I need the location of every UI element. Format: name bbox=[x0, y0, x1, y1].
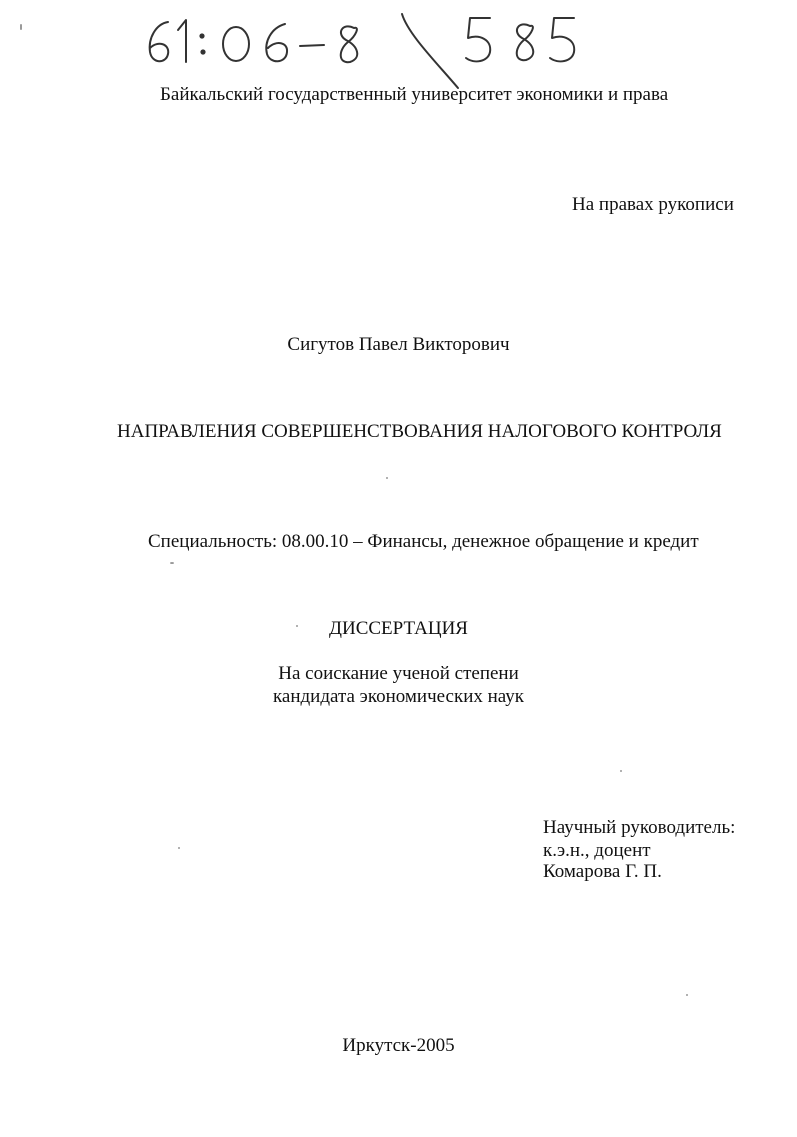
scan-speck bbox=[170, 562, 174, 564]
work-type: ДИССЕРТАЦИЯ bbox=[329, 618, 468, 639]
scan-speck bbox=[686, 994, 688, 996]
supervisor-label: Научный руководитель: bbox=[543, 817, 736, 838]
scan-speck bbox=[178, 847, 180, 849]
handwritten-archive-code-drawing bbox=[140, 4, 600, 84]
scan-speck bbox=[386, 477, 388, 479]
dissertation-title: НАПРАВЛЕНИЯ СОВЕРШЕНСТВОВАНИЯ НАЛОГОВОГО КОНТРОЛЯ bbox=[117, 421, 722, 442]
supervisor-name: Комарова Г. П. bbox=[543, 861, 662, 882]
degree-line-2: кандидата экономических наук bbox=[272, 686, 525, 707]
supervisor-degree: к.э.н., доцент bbox=[543, 840, 651, 861]
scan-speck bbox=[620, 770, 622, 772]
author-name: Сигутов Павел Викторович bbox=[287, 334, 510, 355]
university-name: Байкальский государственный университет экономики и права bbox=[160, 84, 669, 105]
handwritten-archive-code bbox=[140, 4, 600, 84]
specialty: Специальность: 08.00.10 – Финансы, денежное обращение и кредит bbox=[148, 531, 699, 552]
degree-line-1: На соискание ученой степени bbox=[278, 663, 519, 684]
scan-speck bbox=[20, 24, 22, 30]
manuscript-rights-note: На правах рукописи bbox=[572, 194, 734, 215]
city-year: Иркутск-2005 bbox=[342, 1035, 455, 1056]
